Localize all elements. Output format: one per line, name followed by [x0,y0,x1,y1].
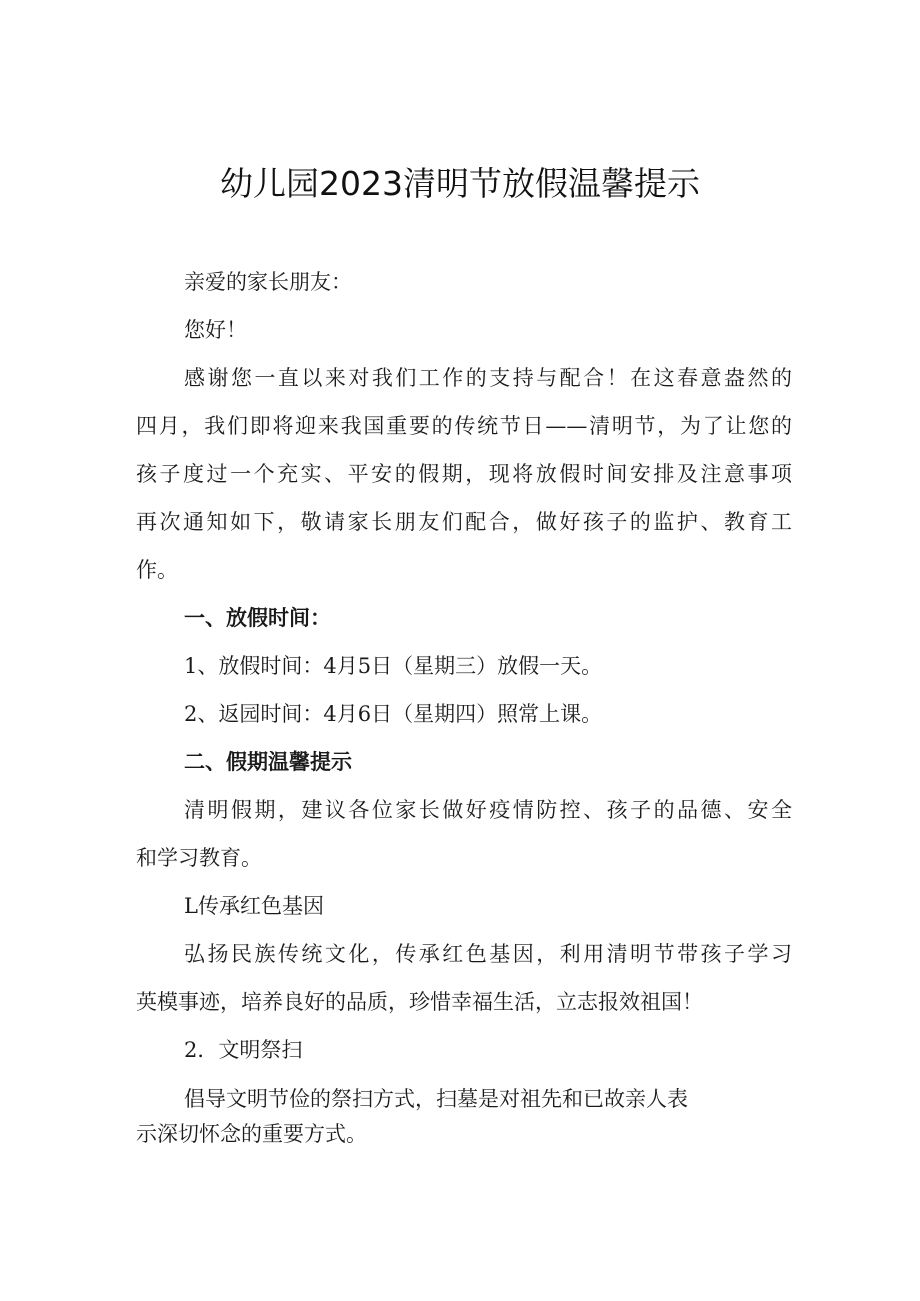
intro-line: 作。 [136,558,178,582]
subsection-title-red-gene: L传承红色基因 [184,894,324,918]
holiday-item: 1、放假时间：4月5日（星期三）放假一天。 [184,654,603,678]
tips-intro-line: 和学习教育。 [136,846,262,870]
tips-intro-line: 清明假期，建议各位家长做好疫情防控、孩子的品德、安全 [184,798,792,822]
red-gene-paragraph [136,930,792,1026]
red-gene-line: 英模事迹，培养良好的品质，珍惜幸福生活，立志报效祖国！ [136,990,703,1014]
intro-line: 感谢您一直以来对我们工作的支持与配合！在这春意盎然的 [184,366,792,390]
intro-line: 四月，我们即将迎来我国重要的传统节日——清明节，为了让您的 [136,414,792,438]
greeting: 亲爱的家长朋友： [184,270,352,294]
subsection-title-civilized-sweeping: 2．文明祭扫 [184,1038,303,1062]
red-gene-line: 弘扬民族传统文化，传承红色基因，利用清明节带孩子学习 [184,942,792,966]
tips-intro-paragraph [136,786,792,882]
section-heading-tips: 二、假期温馨提示 [184,750,352,774]
intro-paragraph [136,354,792,594]
civilized-sweeping-line: 倡导文明节俭的祭扫方式，扫墓是对祖先和已故亲人表 [184,1087,688,1111]
document-body [136,258,792,1150]
civilized-sweeping-line: 示深切怀念的重要方式。 [136,1122,367,1146]
intro-line: 再次通知如下，敬请家长朋友们配合，做好孩子的监护、教育工 [136,510,792,534]
section-heading-holiday-time: 一、放假时间： [184,606,331,630]
document-title: 幼儿园2023清明节放假温馨提示 [220,164,700,203]
intro-line: 孩子度过一个充实、平安的假期，现将放假时间安排及注意事项 [136,462,792,486]
holiday-item: 2、返园时间：4月6日（星期四）照常上课。 [184,702,603,726]
hello-line: 您好！ [184,318,247,342]
civilized-sweeping-paragraph [136,1080,792,1150]
